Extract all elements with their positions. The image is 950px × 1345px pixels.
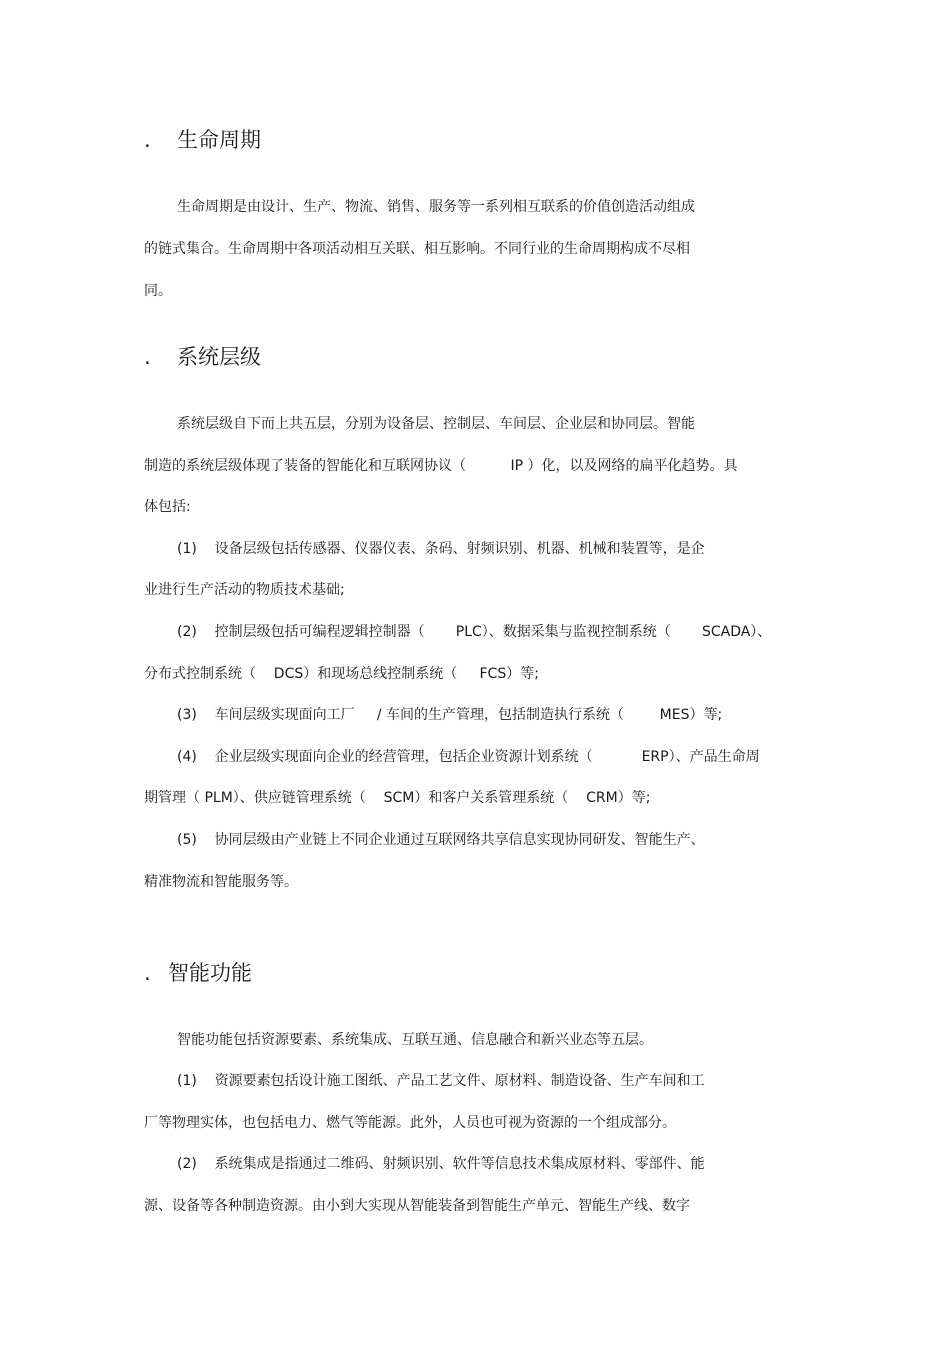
list-item-line: 分布式控制系统（ DCS）和现场总线控制系统（ FCS）等; [144,666,539,682]
section-heading: 智能功能 [168,961,252,985]
list-item-line: (1) 设备层级包括传感器、仪器仪表、条码、射频识别、机器、机械和装置等，是企 [177,541,705,557]
section-heading: 生命周期 [177,128,261,152]
section-marker: . [144,961,151,985]
list-item-line: 精准物流和智能服务等。 [144,874,298,890]
paragraph-line: 生命周期是由设计、生产、物流、销售、服务等一系列相互联系的价值创造活动组成 [177,199,695,215]
list-item-line: 源、设备等各种制造资源。由小到大实现从智能装备到智能生产单元、智能生产线、数字 [144,1198,690,1214]
list-item-line: 厂等物理实体，也包括电力、燃气等能源。此外，人员也可视为资源的一个组成部分。 [144,1115,676,1131]
paragraph-line: 同。 [144,283,172,299]
list-item-line: (1) 资源要素包括设计施工图纸、产品工艺文件、原材料、制造设备、生产车间和工 [177,1073,705,1089]
section-marker: . [144,345,151,369]
list-item-line: (5) 协同层级由产业链上不同企业通过互联网络共享信息实现协同研发、智能生产、 [177,832,705,848]
section-heading: 系统层级 [177,345,261,369]
list-item-line: (2) 系统集成是指通过二维码、射频识别、软件等信息技术集成原材料、零部件、能 [177,1156,705,1172]
list-item-line: 期管理（ PLM）、供应链管理系统（ SCM）和客户关系管理系统（ CRM）等; [144,790,651,806]
list-item-line: (4) 企业层级实现面向企业的经营管理，包括企业资源计划系统（ ERP）、产品生命周 [177,749,760,765]
paragraph-line: 智能功能包括资源要素、系统集成、互联互通、信息融合和新兴业态等五层。 [177,1032,653,1048]
list-item-line: (3) 车间层级实现面向工厂 / 车间的生产管理，包括制造执行系统（ MES）等; [177,707,723,723]
section-marker: . [144,128,151,152]
list-item-line: 业进行生产活动的物质技术基础; [144,582,345,598]
list-item-line: (2) 控制层级包括可编程逻辑控制器（ PLC）、数据采集与监视控制系统（ SCADA）、 [177,624,772,640]
paragraph-line: 的链式集合。生命周期中各项活动相互关联、相互影响。不同行业的生命周期构成不尽相 [144,241,690,257]
paragraph-line: 系统层级自下而上共五层，分别为设备层、控制层、车间层、企业层和协同层。智能 [177,416,695,432]
paragraph-line: 制造的系统层级体现了装备的智能化和互联网协议（ IP ）化，以及网络的扁平化趋势。具 [144,458,738,474]
paragraph-line: 体包括: [144,499,191,515]
